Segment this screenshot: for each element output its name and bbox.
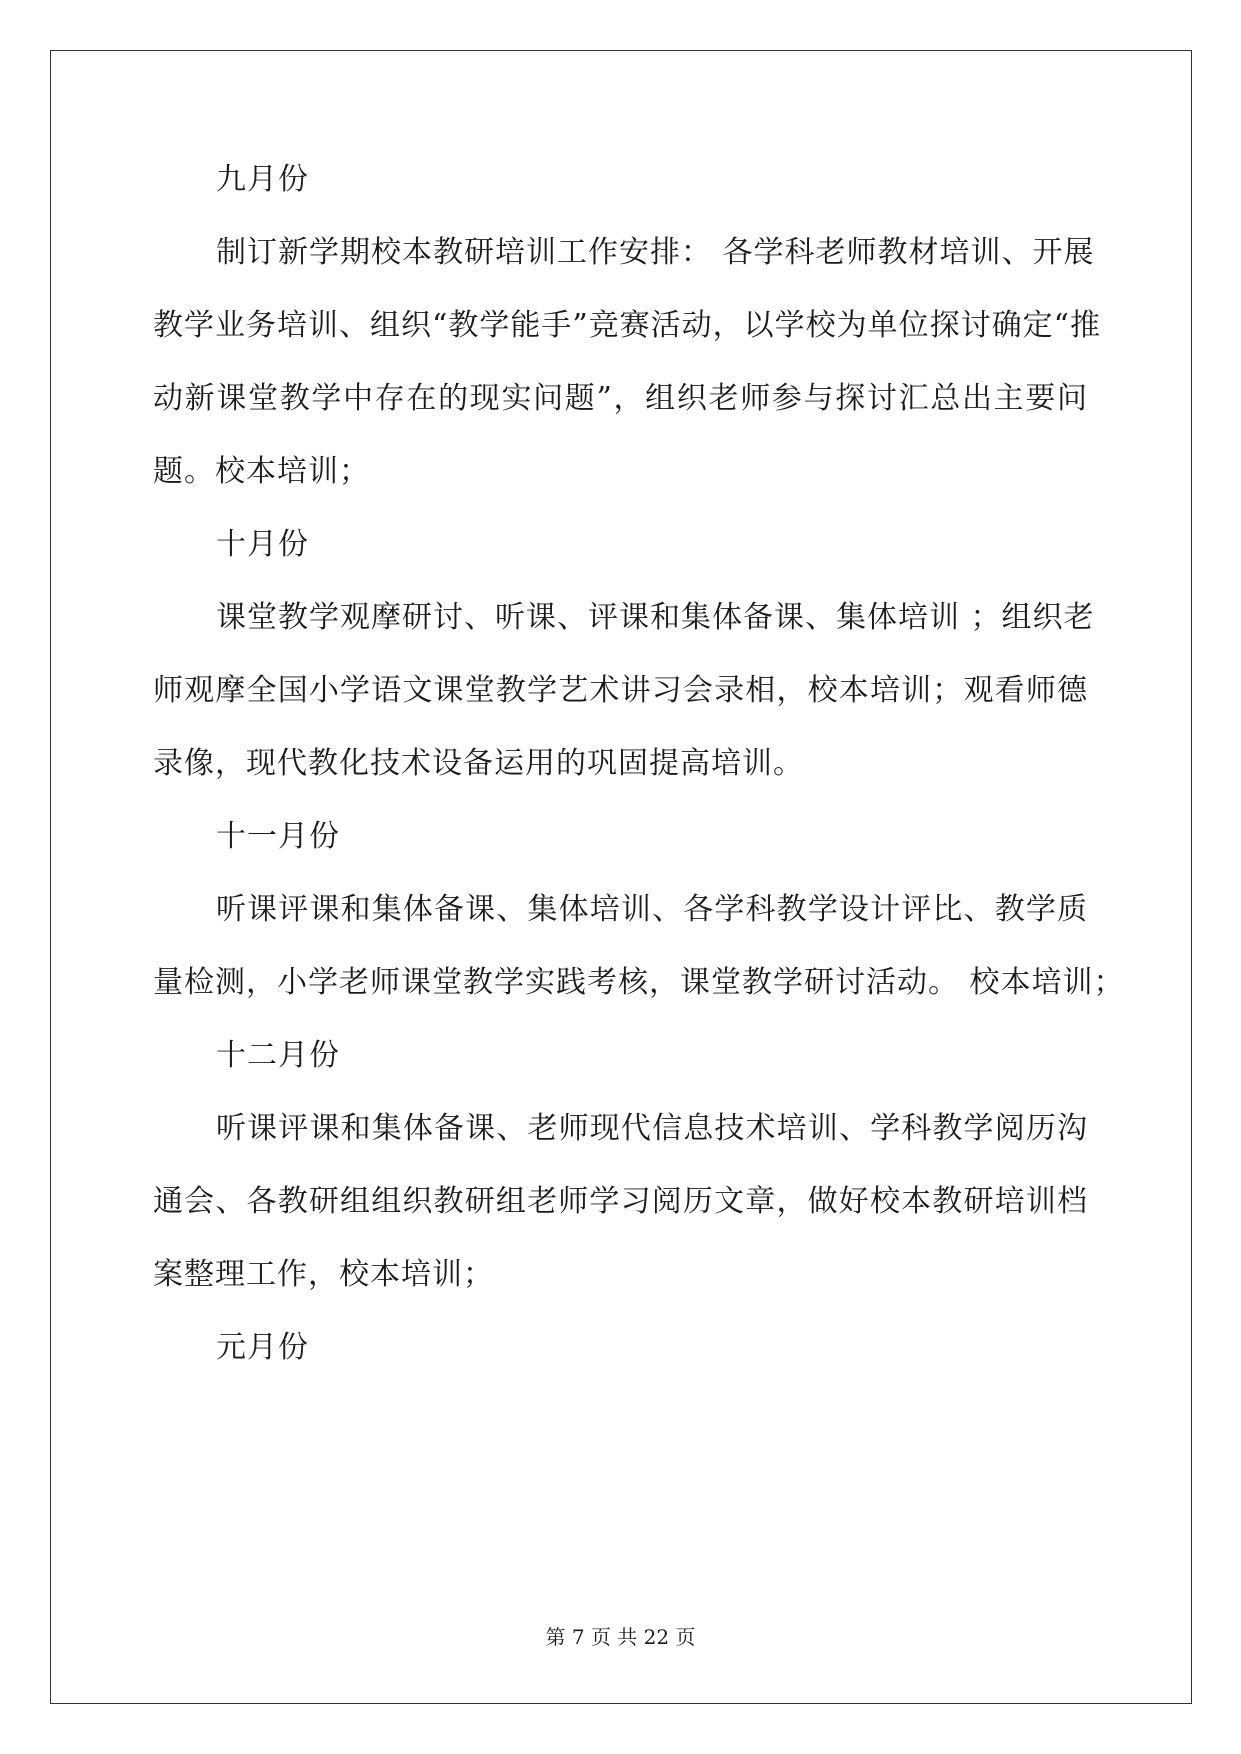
paragraph-line: 听课评课和集体备课、集体培训、各学科教学设计评比、教学质 [216,892,1088,927]
paragraph-line: 录像，现代教化技术设备运用的巩固提高培训。 [153,746,804,781]
paragraph-line: 制订新学期校本教研培训工作安排： 各学科老师教材培训、开展 [216,235,1095,270]
paragraph-line: 动新课堂教学中存在的现实问题”，组织老师参与探讨汇总出主要问 [153,381,1088,416]
paragraph-line: 通会、各教研组组织教研组老师学习阅历文章，做好校本教研培训档 [153,1184,1088,1219]
heading-december: 十二月份 [216,1038,340,1073]
paragraph-line: 题。校本培训； [153,454,370,489]
heading-january: 元月份 [216,1330,309,1365]
paragraph-line: 课堂教学观摩研讨、听课、评课和集体备课、集体培训 ；组织老 [216,600,1095,635]
heading-september: 九月份 [216,162,309,197]
heading-november: 十一月份 [216,819,340,854]
paragraph-line: 听课评课和集体备课、老师现代信息技术培训、学科教学阅历沟 [216,1111,1088,1146]
heading-october: 十月份 [216,527,309,562]
paragraph-line: 量检测，小学老师课堂教学实践考核，课堂教学研讨活动。 校本培训； [153,965,1125,1000]
paragraph-line: 教学业务培训、组织“教学能手”竞赛活动，以学校为单位探讨确定“推 [153,308,1102,343]
page-number-footer: 第 7 页 共 22 页 [545,1625,696,1649]
paragraph-line: 师观摩全国小学语文课堂教学艺术讲习会录相，校本培训；观看师德 [153,673,1088,708]
page-border [50,50,1192,1704]
paragraph-line: 案整理工作，校本培训； [153,1257,494,1292]
